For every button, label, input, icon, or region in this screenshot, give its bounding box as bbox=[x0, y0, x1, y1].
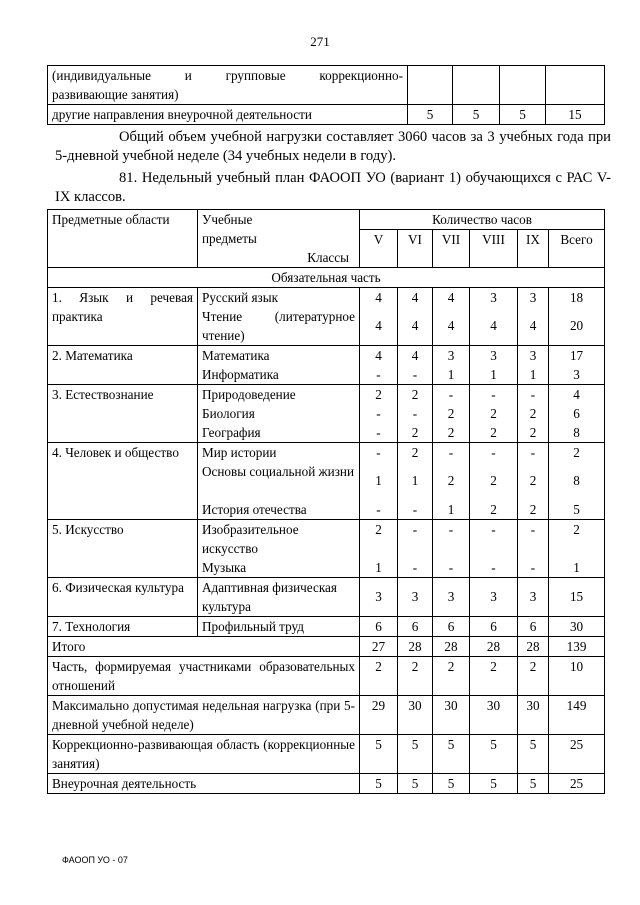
hours-value: 4 bbox=[375, 318, 382, 333]
cell bbox=[453, 66, 500, 105]
section-row bbox=[48, 268, 605, 288]
subject-name: Музыка bbox=[202, 560, 247, 575]
totals-value: 2 bbox=[360, 657, 398, 696]
hours-cell bbox=[360, 617, 398, 637]
grade-header: IX bbox=[518, 230, 549, 268]
hours-value: - bbox=[376, 406, 381, 421]
hours-value: - bbox=[491, 445, 496, 460]
hours-value: - bbox=[412, 560, 418, 575]
totals-value: 30 bbox=[433, 696, 470, 735]
hours-value: 8 bbox=[573, 425, 580, 440]
hours-cell bbox=[433, 578, 470, 617]
hours-cell bbox=[398, 578, 433, 617]
hours-value: 2 bbox=[447, 425, 455, 440]
table-header-row bbox=[48, 210, 605, 230]
hours-value: 1 bbox=[573, 560, 580, 575]
hours-value: 6 bbox=[573, 406, 580, 421]
hours-value: 2 bbox=[375, 522, 382, 537]
hours-cell bbox=[433, 385, 470, 443]
mandatory-part-label: Обязательная часть bbox=[48, 268, 605, 288]
table-row bbox=[48, 578, 605, 617]
col-header-areas: Предметные области bbox=[48, 210, 198, 268]
subject-name: Основы социальной жизни bbox=[202, 464, 355, 479]
hours-value: 1 bbox=[411, 473, 419, 488]
hours-value: 8 bbox=[573, 473, 580, 488]
paragraph-plan-title: 81. Недельный учебный план ФАООП УО (вариант 1) обучающихся с РАС V-IX классов. bbox=[55, 170, 611, 205]
hours-cell bbox=[518, 346, 549, 385]
hours-value: - bbox=[448, 445, 454, 460]
row-label bbox=[48, 66, 408, 105]
subject-name: Изобразительное искусство bbox=[202, 522, 299, 556]
hours-value: 30 bbox=[569, 619, 584, 634]
totals-value: 5 bbox=[518, 735, 549, 774]
hours-cell bbox=[433, 443, 470, 520]
hours-cell bbox=[398, 443, 433, 520]
hours-value: 2 bbox=[490, 502, 497, 517]
hours-cell bbox=[398, 617, 433, 637]
hours-value: 20 bbox=[569, 318, 584, 333]
hours-value: 3 bbox=[529, 589, 537, 604]
row-label-line: (индивидуальные и групповые коррекционно- bbox=[52, 68, 403, 83]
hours-value: 4 bbox=[490, 318, 497, 333]
totals-value: 5 bbox=[433, 774, 470, 794]
totals-value: 139 bbox=[549, 637, 605, 657]
row-label: другие направления внеурочной деятельности bbox=[48, 105, 408, 125]
col-header-subjects bbox=[198, 210, 360, 268]
subjects-cell bbox=[198, 288, 360, 346]
hours-value: 6 bbox=[411, 619, 419, 634]
totals-value: 5 bbox=[360, 774, 398, 794]
cell: 5 bbox=[453, 105, 500, 125]
hours-value: - bbox=[412, 406, 418, 421]
hours-value: 3 bbox=[447, 589, 455, 604]
subject-name: Профильный труд bbox=[202, 619, 304, 634]
grade-header: VIII bbox=[470, 230, 518, 268]
hours-value: - bbox=[376, 445, 381, 460]
hours-value: 4 bbox=[375, 348, 382, 363]
hours-value: 1 bbox=[375, 473, 382, 488]
subject-name: Чтение (литературное чтение) bbox=[202, 309, 355, 343]
subjects-cell bbox=[198, 617, 360, 637]
subject-area: 3. Естествознание bbox=[48, 385, 198, 443]
header-classes: Классы bbox=[307, 250, 349, 265]
totals-row bbox=[48, 774, 605, 794]
hours-value: 4 bbox=[411, 348, 419, 363]
hours-value: 2 bbox=[529, 425, 537, 440]
subject-name: История отечества bbox=[202, 502, 307, 517]
subjects-cell bbox=[198, 578, 360, 617]
totals-row bbox=[48, 735, 605, 774]
cell bbox=[408, 66, 453, 105]
hours-cell bbox=[549, 443, 605, 520]
hours-value: 4 bbox=[375, 290, 382, 305]
subject-area: 2. Математика bbox=[48, 346, 198, 385]
hours-cell bbox=[360, 346, 398, 385]
cell: 5 bbox=[500, 105, 546, 125]
hours-value: - bbox=[530, 560, 536, 575]
hours-value: 1 bbox=[529, 367, 537, 382]
hours-cell bbox=[398, 385, 433, 443]
hours-value: - bbox=[448, 522, 454, 537]
hours-value: 1 bbox=[447, 502, 455, 517]
table-row bbox=[48, 105, 605, 125]
table-row bbox=[48, 617, 605, 637]
hours-value: 2 bbox=[411, 387, 419, 402]
hours-cell bbox=[433, 520, 470, 578]
totals-value: 5 bbox=[470, 735, 518, 774]
totals-value: 27 bbox=[360, 637, 398, 657]
totals-value: 2 bbox=[470, 657, 518, 696]
totals-label: Итого bbox=[48, 637, 360, 657]
hours-value: 6 bbox=[375, 619, 382, 634]
totals-row bbox=[48, 657, 605, 696]
hours-value: - bbox=[530, 522, 536, 537]
hours-value: 2 bbox=[529, 473, 537, 488]
hours-value: - bbox=[491, 560, 496, 575]
hours-value: 1 bbox=[447, 367, 455, 382]
totals-value: 2 bbox=[398, 657, 433, 696]
grade-header-total: Всего bbox=[549, 230, 605, 268]
subjects-cell bbox=[198, 385, 360, 443]
subject-area: 4. Человек и обществo bbox=[48, 443, 198, 520]
table-row bbox=[48, 520, 605, 578]
table-row bbox=[48, 346, 605, 385]
hours-value: 2 bbox=[490, 473, 497, 488]
totals-label: Максимально допустимая недельная нагрузка (при 5-дневной учебной неделе) bbox=[48, 696, 360, 735]
hours-value: 4 bbox=[573, 387, 580, 402]
table-row bbox=[48, 288, 605, 346]
totals-value: 30 bbox=[470, 696, 518, 735]
hours-cell bbox=[518, 617, 549, 637]
hours-value: 3 bbox=[447, 348, 455, 363]
hours-value: 15 bbox=[569, 589, 584, 604]
totals-value: 30 bbox=[398, 696, 433, 735]
hours-value: 3 bbox=[573, 367, 580, 382]
totals-value: 28 bbox=[518, 637, 549, 657]
hours-value: 6 bbox=[490, 619, 497, 634]
hours-value: 3 bbox=[411, 589, 419, 604]
hours-value: - bbox=[491, 522, 496, 537]
hours-value: 2 bbox=[529, 406, 537, 421]
hours-value: - bbox=[376, 502, 381, 517]
subject-name: Биология bbox=[202, 406, 255, 421]
totals-value: 5 bbox=[433, 735, 470, 774]
totals-value: 10 bbox=[549, 657, 605, 696]
totals-value: 29 bbox=[360, 696, 398, 735]
hours-cell bbox=[470, 385, 518, 443]
subjects-cell bbox=[198, 346, 360, 385]
hours-cell bbox=[518, 385, 549, 443]
hours-cell bbox=[470, 578, 518, 617]
hours-cell bbox=[360, 443, 398, 520]
cell bbox=[546, 66, 605, 105]
totals-value: 5 bbox=[398, 735, 433, 774]
hours-cell bbox=[549, 520, 605, 578]
hours-cell bbox=[549, 288, 605, 346]
hours-value: 2 bbox=[411, 425, 419, 440]
hours-cell bbox=[470, 346, 518, 385]
hours-cell bbox=[549, 385, 605, 443]
hours-cell bbox=[398, 288, 433, 346]
table-row bbox=[48, 66, 605, 105]
subject-area: 7. Технология bbox=[48, 617, 198, 637]
totals-value: 28 bbox=[470, 637, 518, 657]
hours-value: 4 bbox=[411, 318, 419, 333]
hours-cell bbox=[470, 288, 518, 346]
hours-value: 2 bbox=[490, 425, 497, 440]
hours-value: 2 bbox=[490, 406, 497, 421]
hours-value: 2 bbox=[573, 445, 580, 460]
hours-value: - bbox=[448, 387, 454, 402]
hours-value: 5 bbox=[573, 502, 580, 517]
subject-name: Мир истории bbox=[202, 445, 277, 460]
header-line: предметы bbox=[202, 231, 257, 246]
totals-value: 5 bbox=[360, 735, 398, 774]
subject-area: 6. Физическая культура bbox=[48, 578, 198, 617]
cell: 5 bbox=[408, 105, 453, 125]
grade-header: VII bbox=[433, 230, 470, 268]
subject-name: География bbox=[202, 425, 261, 440]
totals-label: Коррекционно-развивающая область (коррекционные занятия) bbox=[48, 735, 360, 774]
hours-value: 6 bbox=[529, 619, 537, 634]
totals-row bbox=[48, 696, 605, 735]
hours-value: - bbox=[376, 367, 381, 382]
subject-area: 1. Язык и речевая практика bbox=[48, 288, 198, 346]
hours-value: - bbox=[412, 367, 418, 382]
hours-value: - bbox=[530, 387, 536, 402]
hours-value: 2 bbox=[447, 406, 455, 421]
totals-label: Часть, формируемая участниками образовательных отношений bbox=[48, 657, 360, 696]
page-number: 271 bbox=[310, 34, 330, 49]
hours-value: 18 bbox=[569, 290, 584, 305]
hours-value: 4 bbox=[447, 318, 455, 333]
subject-area: 5. Искусство bbox=[48, 520, 198, 578]
hours-cell bbox=[433, 288, 470, 346]
hours-value: 3 bbox=[529, 290, 537, 305]
hours-value: - bbox=[412, 502, 418, 517]
totals-value: 25 bbox=[549, 774, 605, 794]
hours-cell bbox=[360, 520, 398, 578]
subject-name: Природоведение bbox=[202, 387, 296, 402]
hours-value: - bbox=[491, 387, 496, 402]
hours-value: 4 bbox=[447, 290, 455, 305]
hours-cell bbox=[433, 346, 470, 385]
hours-cell bbox=[518, 443, 549, 520]
hours-value: 17 bbox=[569, 348, 584, 363]
hours-cell bbox=[518, 578, 549, 617]
grade-header: V bbox=[360, 230, 398, 268]
hours-value: 2 bbox=[375, 387, 382, 402]
hours-value: 4 bbox=[529, 318, 537, 333]
hours-value: - bbox=[412, 522, 418, 537]
hours-value: 4 bbox=[411, 290, 419, 305]
table-row bbox=[48, 443, 605, 520]
hours-value: 6 bbox=[447, 619, 455, 634]
cell: 15 bbox=[546, 105, 605, 125]
hours-cell bbox=[360, 288, 398, 346]
totals-value: 2 bbox=[433, 657, 470, 696]
subject-name: Адаптивная физическая культура bbox=[202, 580, 337, 614]
hours-cell bbox=[433, 617, 470, 637]
hours-value: 2 bbox=[411, 445, 419, 460]
hours-value: - bbox=[448, 560, 454, 575]
hours-value: 2 bbox=[447, 473, 455, 488]
hours-value: 3 bbox=[490, 348, 497, 363]
hours-value: 1 bbox=[490, 367, 497, 382]
subject-name: Информатика bbox=[202, 367, 279, 382]
totals-value: 2 bbox=[518, 657, 549, 696]
hours-value: - bbox=[376, 425, 381, 440]
hours-cell bbox=[549, 617, 605, 637]
totals-value: 149 bbox=[549, 696, 605, 735]
hours-cell bbox=[470, 443, 518, 520]
hours-cell bbox=[518, 288, 549, 346]
study-plan-table bbox=[47, 209, 605, 794]
grade-header: VI bbox=[398, 230, 433, 268]
hours-value: 1 bbox=[375, 560, 382, 575]
totals-value: 28 bbox=[433, 637, 470, 657]
totals-value: 5 bbox=[398, 774, 433, 794]
top-table bbox=[47, 65, 605, 125]
totals-value: 25 bbox=[549, 735, 605, 774]
hours-value: 3 bbox=[490, 290, 497, 305]
hours-cell bbox=[518, 520, 549, 578]
hours-value: 2 bbox=[573, 522, 580, 537]
hours-cell bbox=[360, 385, 398, 443]
hours-value: 2 bbox=[529, 502, 537, 517]
hours-value: 3 bbox=[529, 348, 537, 363]
cell bbox=[500, 66, 546, 105]
subject-name: Математика bbox=[202, 348, 270, 363]
totals-value: 5 bbox=[518, 774, 549, 794]
totals-label: Внеурочная деятельность bbox=[48, 774, 360, 794]
hours-value: 3 bbox=[490, 589, 497, 604]
header-line: Учебные bbox=[202, 212, 253, 227]
totals-value: 5 bbox=[470, 774, 518, 794]
subject-name: Русский язык bbox=[202, 290, 278, 305]
hours-cell bbox=[549, 346, 605, 385]
hours-cell bbox=[470, 520, 518, 578]
totals-row bbox=[48, 637, 605, 657]
row-label-line: развивающие занятия) bbox=[52, 87, 179, 102]
totals-value: 28 bbox=[398, 637, 433, 657]
hours-cell bbox=[360, 578, 398, 617]
hours-value: 3 bbox=[375, 589, 382, 604]
paragraph-total-load: Общий объем учебной нагрузки составляет 3060 часов за 3 учебных года при 5-дневной учебной неделе (34 учебных недели в году). bbox=[55, 129, 611, 164]
hours-cell bbox=[398, 520, 433, 578]
totals-value: 30 bbox=[518, 696, 549, 735]
hours-value: - bbox=[530, 445, 536, 460]
subjects-cell bbox=[198, 520, 360, 578]
hours-cell bbox=[549, 578, 605, 617]
table-row bbox=[48, 385, 605, 443]
hours-cell bbox=[398, 346, 433, 385]
footer-code: ФАООП УО - 07 bbox=[62, 855, 128, 865]
subjects-cell bbox=[198, 443, 360, 520]
hours-cell bbox=[470, 617, 518, 637]
col-header-hours: Количество часов bbox=[360, 210, 605, 230]
